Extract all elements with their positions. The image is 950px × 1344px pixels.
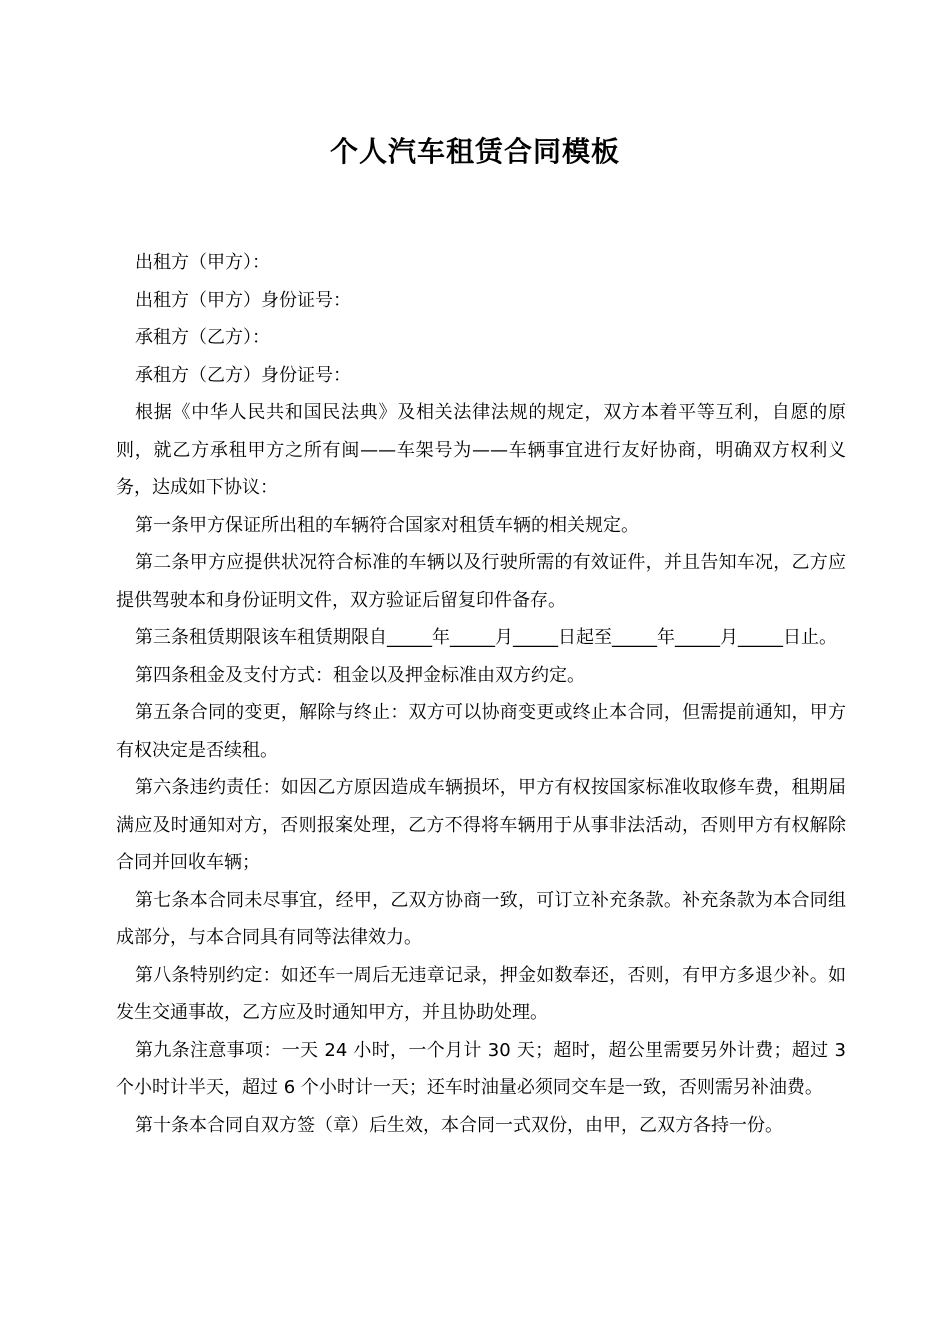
lessee-name-line: 承租方（乙方）： bbox=[135, 327, 270, 348]
article-6: 第六条违约责任：如因乙方原因造成车辆损坏，甲方有权按国家标准收取修车费，租期届满应及时通知对方，否则报案处理，乙方不得将车辆用于从事非法活动，否则甲方有权解除合同并回收车辆； bbox=[116, 777, 846, 873]
article-1: 第一条甲方保证所出租的车辆符合国家对租赁车辆的相关规定。 bbox=[135, 514, 639, 536]
article-10: 第十条本合同自双方签（章）后生效，本合同一式双份，由甲，乙双方各持一份。 bbox=[135, 1114, 783, 1136]
article-7: 第七条本合同未尽事宜，经甲，乙双方协商一致，可订立补充条款。补充条款为本合同组成部分，与本合同具有同等法律效力。 bbox=[116, 889, 846, 948]
lessor-id-line: 出租方（甲方）身份证号： bbox=[135, 289, 351, 311]
lessee-id-line: 承租方（乙方）身份证号： bbox=[135, 364, 351, 386]
article-8: 第八条特别约定：如还车一周后无违章记录，押金如数奉还，否则，有甲方多退少补。如发生交通事故，乙方应及时通知甲方，并且协助处理。 bbox=[116, 964, 846, 1023]
preamble-paragraph: 根据《中华人民共和国民法典》及相关法律法规的规定，双方本着平等互利，自愿的原则，就乙方承租甲方之所有闽——车架号为——车辆事宜进行友好协商，明确双方权利义务，达成如下协议： bbox=[116, 402, 846, 498]
article-9: 第九条注意事项：一天 24 小时，一个月计 30 天；超时，超公里需要另外计费；超过 3 个小时计半天，超过 6 个小时计一天；还车时油量必须同交车是一致，否则需另补油费。 bbox=[116, 1039, 846, 1098]
document-body bbox=[116, 244, 846, 1144]
article-2: 第二条甲方应提供状况符合标准的车辆以及行驶所需的有效证件，并且告知车况，乙方应提供驾驶本和身份证明文件，双方验证后留复印件备存。 bbox=[116, 552, 846, 611]
article-3: 第三条租赁期限该车租赁期限自_____年_____月_____日起至_____年_____月_____日止。 bbox=[135, 627, 837, 648]
lessor-name-line: 出租方（甲方）： bbox=[135, 252, 270, 273]
article-4: 第四条租金及支付方式：租金以及押金标准由双方约定。 bbox=[135, 664, 585, 686]
article-5: 第五条合同的变更，解除与终止：双方可以协商变更或终止本合同，但需提前通知，甲方有权决定是否续租。 bbox=[116, 702, 846, 761]
document-title: 个人汽车租赁合同模板 bbox=[329, 135, 620, 168]
